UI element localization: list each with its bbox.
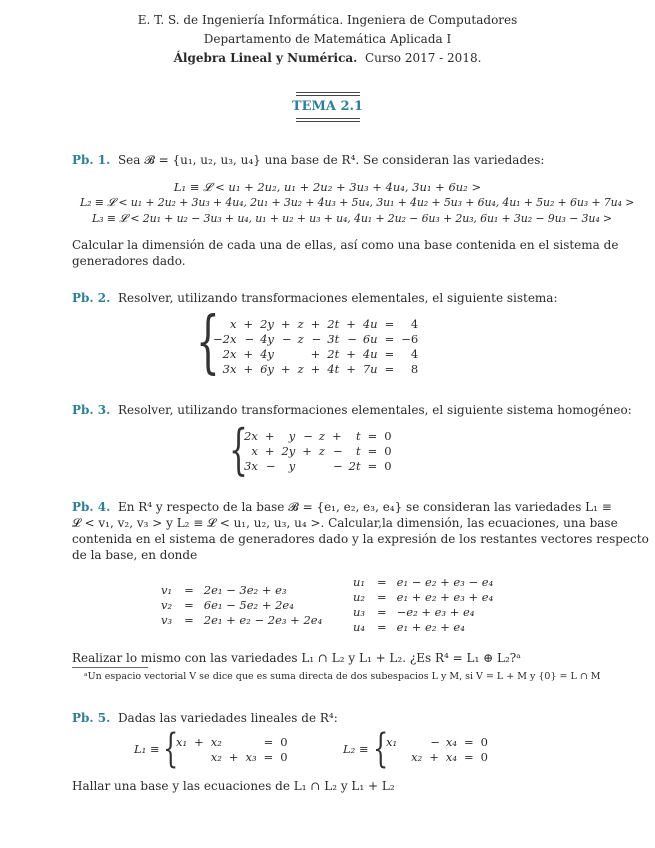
pb4-u-equation-cell: e₁ − e₂ + e₃ − e₄ (396, 574, 494, 589)
pb2-system (210, 316, 421, 376)
pb5-l1-equation-cell: x₂ (210, 749, 222, 764)
tema-rule-bottom-1 (296, 118, 360, 119)
pb2-equation-cell: z (297, 316, 304, 331)
tema-title: TEMA 2.1 (291, 99, 364, 114)
pb4-v-equation (158, 597, 325, 612)
pb4-v-equation-cell: v₁ (161, 582, 173, 597)
tema-rule-bottom-2 (296, 121, 360, 122)
pb2-equation-cell: + (346, 316, 356, 331)
pb5-l1-equation-cell (173, 749, 190, 764)
pb4-u-equation (350, 619, 496, 634)
pb5-l2-equation-cell: − (430, 734, 440, 749)
pb1-label: Pb. 1. (72, 153, 111, 167)
pb3-equation-cell: + (264, 443, 275, 458)
pb2-intro: Resolver, utilizando transformaciones elementales, el siguiente sistema: (117, 291, 558, 305)
pb2-equation-cell: 6y (260, 361, 274, 376)
pb2-system-table (210, 316, 421, 376)
pb2-equation-cell: + (310, 361, 321, 376)
pb2-equation-cell: 4u (362, 316, 378, 331)
pb4-v-equation-cell: = (184, 597, 194, 612)
pb5-l2-equation-cell: = (463, 734, 474, 749)
pb4-u-equation-cell: = (377, 619, 387, 634)
pb3-label: Pb. 3. (72, 403, 111, 417)
pb5-l1-equation-cell: = (263, 749, 274, 764)
pb2-equation-cell: 2x (222, 346, 237, 361)
pb4-u-equation-cell: u₂ (353, 589, 366, 604)
pb5-l2-table (383, 734, 491, 764)
pb2-equation-cell: − (244, 331, 255, 346)
pb5-l1-equation-cell: x₃ (245, 749, 257, 764)
pb4-after: Realizar lo mismo con las variedades L₁ ∩ L₂ y L₁ + L₂. ¿Es R⁴ = L₁ ⊕ L₂?ᵃ (72, 651, 521, 665)
pb3-equation-cell: = (367, 443, 378, 458)
pb4-u-table (350, 574, 496, 634)
course-year: Curso 2017 - 2018. (364, 51, 482, 65)
pb4-u-definitions (350, 574, 496, 634)
pb3-equation-cell: z (318, 443, 325, 458)
pb5-l2-equation-cell: x₄ (445, 734, 457, 749)
pb5-l2-brace: { (373, 726, 389, 772)
footnote-rule (72, 667, 148, 668)
pb5-l2-equation-cell: x₄ (445, 749, 457, 764)
pb5-l1-equation-cell (190, 749, 208, 764)
pb5-l2-system (383, 734, 491, 764)
pb2-equation-cell: + (280, 361, 291, 376)
pb2-equation-cell: = (384, 316, 395, 331)
pb5-l2-equation-cell: 0 (480, 749, 488, 764)
pb2-equation-cell: 3t (327, 331, 340, 346)
pb5-l2-equation-cell: + (429, 749, 439, 764)
pb3-equation-cell: = (367, 428, 378, 443)
pb2-equation-cell (295, 346, 307, 361)
pb3-equation-cell: 2t (348, 458, 361, 473)
pb2-equation-cell: + (346, 361, 356, 376)
pb4-u-equation (350, 604, 496, 619)
pb2-equation (210, 361, 421, 376)
pb3-equation-cell: 0 (384, 458, 392, 473)
pb3-brace: { (229, 418, 248, 481)
pb5-l1-equation-cell (225, 734, 243, 749)
pb5-l1-equation-cell: 0 (280, 734, 288, 749)
pb5-l2-equation-cell: x₁ (386, 734, 398, 749)
pb3-equation-cell: − (265, 458, 276, 473)
pb5-l1-equation-cell (243, 734, 260, 749)
pb4-v-equation-cell: 6e₁ − 5e₂ + 2e₄ (203, 597, 294, 612)
pb5-l1-system (173, 734, 291, 764)
pb5-l2-equation-cell: x₂ (411, 749, 423, 764)
pb3-intro-line (72, 402, 632, 418)
pb4-u-equation (350, 574, 496, 589)
pb2-equation-cell: 2t (327, 346, 340, 361)
pb5-l1-equation-cell: = (263, 734, 274, 749)
pb2-equation-cell: + (310, 316, 321, 331)
pb5-intro-line (72, 710, 338, 726)
pb2-equation-cell: 8 (410, 361, 419, 376)
pb3-equation-cell: − (332, 443, 343, 458)
pb3-equation-cell: 0 (384, 443, 392, 458)
pb3-equation-cell: − (303, 428, 313, 443)
pb4-line-1 (72, 499, 612, 515)
pb4-line-2: 𝓛 < v₁, v₂, v₃ > y L₂ ≡ 𝓛 < u₁, u₂, u₃, u₄ >. Calcular,la dimensión, las ecuaciones, una base (72, 516, 618, 530)
pb2-equation-cell: x (229, 316, 237, 331)
pb2-equation-cell: 4t (327, 361, 340, 376)
pb4-v-equation-cell: = (184, 612, 194, 627)
pb4-u-equation-cell: = (377, 574, 387, 589)
pb4-u-equation-cell: −e₂ + e₃ + e₄ (396, 604, 475, 619)
pb4-v-equation-cell: = (184, 582, 194, 597)
pb4-v-definitions (158, 582, 325, 627)
pb1-text-2: generadores dado. (72, 254, 186, 268)
pb2-equation-cell: − (311, 331, 322, 346)
pb3-equation-cell: 2x (244, 428, 258, 443)
pb4-v-equation-cell: 2e₁ − 3e₂ + e₃ (203, 582, 287, 597)
pb2-equation-cell (277, 346, 295, 361)
pb4-u-equation-cell: e₁ + e₂ + e₄ (396, 619, 465, 634)
pb2-equation-cell: + (310, 346, 321, 361)
pb5-l1-equation-cell: + (228, 749, 239, 764)
pb4-u-equation-cell: u₄ (353, 619, 366, 634)
pb2-equation-cell: + (346, 346, 356, 361)
pb2-equation-cell: 6u (362, 331, 378, 346)
pb5-l1-equation (173, 734, 291, 749)
header-course (0, 51, 655, 65)
pb2-equation-cell: 4u (362, 346, 378, 361)
pb3-equation-cell: − (332, 458, 343, 473)
pb5-l1-equation-cell: x₁ (176, 734, 188, 749)
pb5-l1-brace: { (163, 726, 179, 772)
pb1-intro-line (72, 152, 544, 168)
pb2-equation-cell: − (281, 331, 292, 346)
pb2-equation-cell: 3x (222, 361, 237, 376)
pb3-equation-cell: x (251, 443, 258, 458)
pb2-equation-cell: = (384, 346, 395, 361)
pb2-equation (210, 316, 421, 331)
pb2-equation-cell: 4 (410, 316, 419, 331)
pb3-equation-cell: z (318, 428, 325, 443)
pb3-equation-cell: t (355, 443, 361, 458)
pb5-l2-equation-cell (400, 734, 408, 749)
pb5-l1-name: L₁ ≡ (134, 742, 160, 756)
pb4-line-4: de la base, en donde (72, 548, 198, 562)
pb2-equation-cell: 7u (362, 361, 378, 376)
pb2-equation-cell: 4 (410, 346, 419, 361)
pb5-l1-equation (173, 749, 291, 764)
pb5-l2-equation-cell (400, 749, 408, 764)
pb5-l2-equation-cell: 0 (480, 734, 488, 749)
pb2-equation-cell: + (243, 361, 254, 376)
pb3-equation-cell (316, 458, 328, 473)
pb2-equation-cell: 4y (260, 346, 274, 361)
pb3-equation-cell: + (302, 443, 312, 458)
pb3-equation-cell (298, 458, 316, 473)
pb2-equation-cell: 4y (260, 331, 274, 346)
pb5-l1-table (173, 734, 291, 764)
pb4-u-equation (350, 589, 496, 604)
pb4-footnote: ᵃUn espacio vectorial V se dice que es suma directa de dos subespacios L y M, si V = L + M y {0} = L ∩ M (84, 671, 601, 682)
pb5-l2-equation-cell (408, 734, 425, 749)
pb1-intro: Sea 𝓑 = {u₁, u₂, u₃, u₄} una base de R⁴. Se consideran las variedades: (117, 153, 545, 167)
pb3-equation (241, 443, 395, 458)
pb2-equation-cell: 2y (260, 316, 274, 331)
pb3-system-table (241, 428, 395, 473)
pb2-equation-cell: z (297, 361, 304, 376)
pb3-equation-cell: 3x (244, 458, 258, 473)
pb2-equation (210, 346, 421, 361)
pb2-equation-cell: −2x (213, 331, 237, 346)
pb2-equation-cell: = (384, 361, 395, 376)
header-institution: E. T. S. de Ingeniería Informática. Ingeniera de Computadores (137, 13, 518, 27)
pb2-equation-cell: + (243, 346, 254, 361)
pb3-equation-cell: y (288, 428, 296, 443)
pb4-label: Pb. 4. (72, 500, 111, 514)
pb5-l1-equation-cell: 0 (280, 749, 288, 764)
pb2-equation-cell: + (243, 316, 254, 331)
header-department: Departamento de Matemática Aplicada I (203, 32, 452, 46)
pb3-equation-cell: 0 (384, 428, 392, 443)
pb3-equation-cell: t (355, 428, 361, 443)
pb4-u-equation-cell: = (377, 604, 387, 619)
pb5-l2-equation (383, 749, 491, 764)
pb2-intro-line (72, 290, 558, 306)
pb5-l2-equation (383, 734, 491, 749)
pb4-u-equation-cell: u₁ (353, 574, 366, 589)
tema-rule-top-1 (296, 92, 360, 93)
pb4-v-equation (158, 612, 325, 627)
pb4-v-equation-cell: v₂ (161, 597, 173, 612)
pb2-equation-cell: z (297, 331, 304, 346)
pb5-l1-equation-cell: x₂ (210, 734, 222, 749)
pb3-equation (241, 458, 395, 473)
tema-rule-top-2 (296, 95, 360, 96)
pb2-equation-cell: + (280, 316, 291, 331)
pb4-line-3: contenida en el sistema de generadores dado y la expresión de los restantes vectores respecto (72, 532, 649, 546)
pb3-equation (241, 428, 395, 443)
pb2-equation-cell: = (384, 331, 395, 346)
pb3-equation-cell: y (288, 458, 296, 473)
pb1-l2: L₂ ≡ 𝓛 < u₁ + 2u₂ + 3u₃ + 4u₄, 2u₁ + 3u₂ + 4u₃ + 5u₄, 3u₁ + 4u₂ + 5u₃ + 6u₄, 4u₁ + 5u₂ + 6u₃ + 7u₄ > (80, 196, 635, 209)
course-name: Álgebra Lineal y Numérica. (173, 51, 358, 65)
pb2-equation (210, 331, 421, 346)
pb4-v-equation (158, 582, 325, 597)
pb2-label: Pb. 2. (72, 291, 111, 305)
pb4-v-equation-cell: 2e₁ + e₂ − 2e₃ + 2e₄ (203, 612, 323, 627)
pb1-l1: L₁ ≡ 𝓛 < u₁ + 2u₂, u₁ + 2u₂ + 3u₃ + 4u₄, 3u₁ + 6u₂ > (173, 180, 482, 194)
pb5-intro: Dadas las variedades lineales de R⁴: (117, 711, 338, 725)
pb3-equation-cell: + (264, 428, 275, 443)
pb4-v-equation-cell: v₃ (161, 612, 173, 627)
pb3-equation-cell: + (331, 428, 342, 443)
pb4-u-equation-cell: u₃ (353, 604, 366, 619)
pb5-l2-equation-cell: = (463, 749, 474, 764)
pb4-text-1: En R⁴ y respecto de la base 𝓑 = {e₁, e₂, e₃, e₄} se consideran las variedades L₁ ≡ (117, 500, 612, 514)
pb3-equation-cell: 2y (281, 443, 296, 458)
pb3-equation-cell: = (367, 458, 378, 473)
pb2-brace: { (196, 303, 220, 382)
pb2-equation-cell: −6 (401, 331, 419, 346)
pb2-equation-cell: − (347, 331, 357, 346)
pb4-u-equation-cell: e₁ + e₂ + e₃ + e₄ (396, 589, 494, 604)
pb3-intro: Resolver, utilizando transformaciones elementales, el siguiente sistema homogéneo: (117, 403, 632, 417)
pb2-equation-cell: 2t (327, 316, 340, 331)
pb5-l2-equation-cell (383, 749, 400, 764)
pb5-l1-equation-cell: + (194, 734, 204, 749)
pb3-system (241, 428, 395, 473)
pb4-u-equation-cell: = (377, 589, 387, 604)
pb1-text-1: Calcular la dimensión de cada una de ellas, así como una base contenida en el sistema de (72, 238, 619, 252)
pb5-l2-name: L₂ ≡ (343, 742, 369, 756)
pb1-l3: L₃ ≡ 𝓛 < 2u₁ + u₂ − 3u₃ + u₄, u₁ + u₂ + u₃ + u₄, 4u₁ + 2u₂ − 6u₃ + 2u₃, 6u₁ + 3u₂ − 9u₃ − 3u₄ > (92, 212, 612, 225)
pb4-v-table (158, 582, 325, 627)
pb5-closing: Hallar una base y las ecuaciones de L₁ ∩ L₂ y L₁ + L₂ (72, 779, 395, 793)
pb5-label: Pb. 5. (72, 711, 111, 725)
